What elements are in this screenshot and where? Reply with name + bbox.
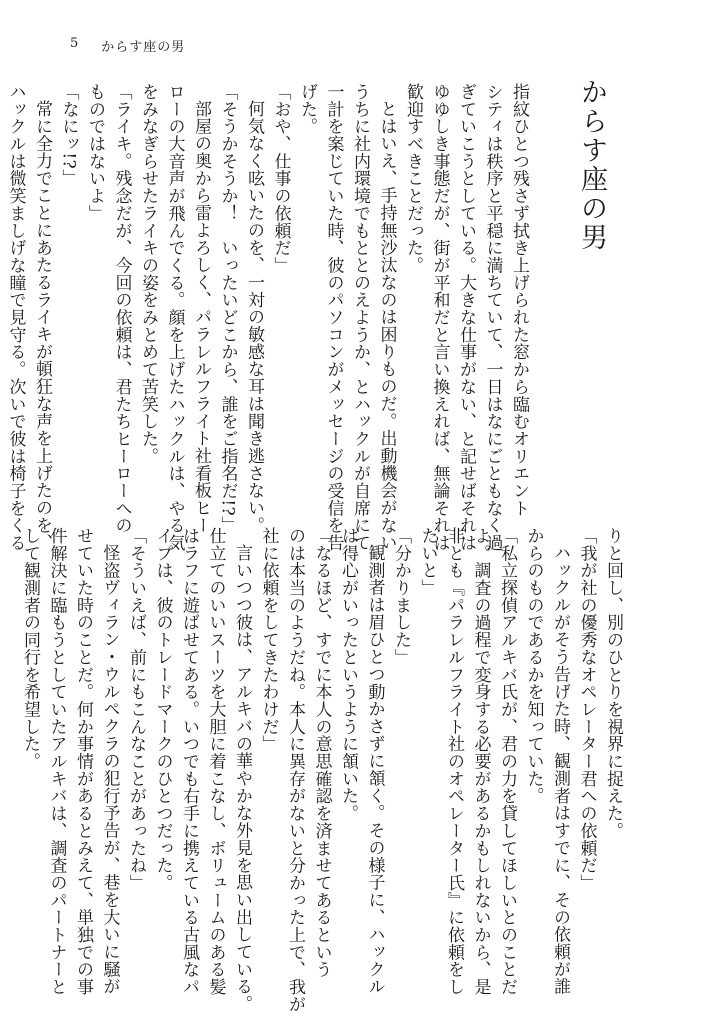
text-line: 何気なく呟いたのを、一対の敏感な耳は聞き逃さない。	[244, 100, 264, 534]
text-line: シティは秩序と平穏に満ちていて、一日はなにごともなく過	[482, 83, 503, 552]
text-line: のは本当のようだね。本人に異存がないと分かった上で、我が	[285, 527, 305, 1013]
text-line: 仕立てのいいスーツを大胆に着こなし、ボリュームのある髪	[205, 527, 226, 996]
text-line: うちに社内環境でもととのえようか、とハックルが自席にて	[350, 83, 370, 552]
text-line: 「ライキ。残念だが、今回の依頼は、君たちヒーローへの	[111, 83, 132, 535]
text-line: 怪盗ヴィラン・ウルペクラの犯行予告が、巷を大いに騒が	[99, 544, 120, 996]
text-line: 「分かりました」	[391, 527, 411, 666]
text-line: 言いつつ彼は、アルキバの華やかな外見を思い出している。	[232, 544, 252, 1013]
text-line: は得心がいったというように頷いた。	[338, 527, 358, 822]
text-line: とはいえ、手持無沙汰なのは困りものだ。出動機会がない	[376, 100, 397, 552]
text-line: 指紋ひとつ残さず拭き上げられた窓から臨むオリエント	[509, 83, 529, 517]
text-line: げた。	[297, 83, 317, 136]
upper-text-block	[2, 83, 532, 552]
text-line: ゆゆしき事態だが、街が平和だと言い換えれば、無論それは	[429, 83, 450, 552]
page-number: 5	[70, 36, 80, 51]
text-line: たいと」	[417, 527, 438, 597]
text-line: 「我が社の優秀なオペレーター君への依頼だ」	[576, 527, 597, 892]
text-line: ぎていこうとしている。大きな仕事がない、と記せばそれは	[456, 83, 476, 552]
text-line: 社に依頼をしてきたわけだ」	[258, 527, 279, 753]
text-line: 「そういえば、前にもこんなことがあったね」	[126, 527, 146, 892]
text-line: 非とも『パラレルフライト社のオペレーター氏』に依頼をし	[444, 527, 464, 996]
text-line: 件解決に臨もうとしていたアルキバは、調査のパートナーと	[46, 527, 67, 996]
text-line: 「なにッ!?」	[58, 83, 79, 187]
text-line: をみなぎらせたライキの姿をみとめて苦笑した。	[138, 83, 158, 465]
text-line: ハックルがそう告げた時、観測者はすでに、その依頼が誰	[550, 544, 570, 996]
text-line: 部屋の奥から雷よろしく、パラレルフライト社看板ヒー	[191, 100, 211, 534]
text-line: イプは、彼のトレードマークのひとつだった。	[152, 527, 173, 892]
text-line: 「私立探偵アルキバ氏が、君の力を貸してほしいとのことだ	[497, 527, 517, 996]
text-line: 観測者は眉ひとつ動かさずに頷く。その様子に、ハックル	[364, 544, 385, 996]
text-line: 「なるほど、すでに本人の意思確認を済ませてあるという	[311, 527, 332, 979]
text-line: 歓迎すべきことだった。	[403, 83, 423, 274]
story-title: からす座の男	[576, 78, 607, 252]
text-line: ローの大音声が飛んでくる。顔を上げたハックルは、やる気	[164, 83, 185, 552]
text-line: からのものであるかを知っていた。	[523, 527, 544, 805]
text-line: はラフに遊ばせてある。いつでも右手に携えている古風なパ	[179, 527, 199, 996]
text-line: 一計を案じていた時、彼のパソコンがメッセージの受信を告	[323, 83, 344, 552]
text-line: 常に全力でことにあたるライキが頓狂な声を上げたのを、	[32, 100, 52, 552]
running-title: からす座の男	[101, 40, 186, 55]
text-line: ハックルは微笑ましげな瞳で見守る。次いで彼は椅子をくる	[5, 83, 26, 552]
lower-text-block	[17, 527, 627, 1013]
text-line: 「そうかそうか！ いったいどこから、誰をご指名だ!?」	[217, 83, 238, 534]
text-line: よ。調査の過程で変身する必要があるかもしれないから、是	[470, 527, 491, 996]
text-line: ものではないよ」	[85, 83, 105, 222]
running-head	[70, 36, 185, 55]
text-line: して観測者の同行を希望した。	[20, 527, 40, 770]
text-line: せていた時のことだ。何か事情があるとみえて、単独での事	[73, 527, 93, 996]
text-line: 「おや、仕事の依頼だ」	[270, 83, 291, 274]
text-line: りと回し、別のひとりを視界に捉えた。	[603, 527, 623, 840]
